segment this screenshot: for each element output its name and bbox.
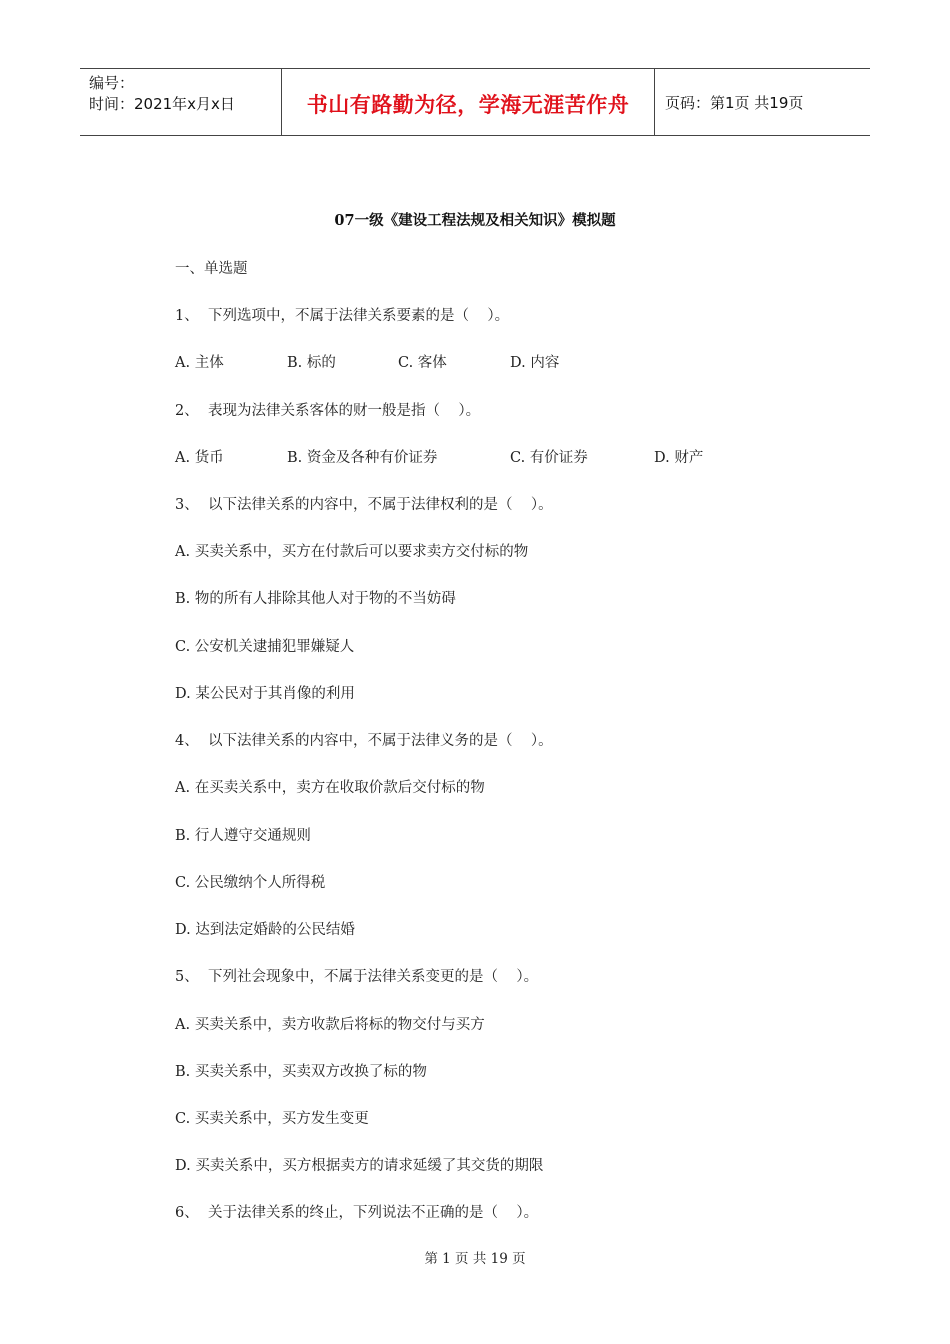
question-6-stem: 6、 关于法律关系的终止，下列说法不正确的是（ ）。 xyxy=(175,1205,539,1221)
question-2-option-a: A. 货币 xyxy=(175,450,224,466)
page-label: 页码：第1页 共19页 xyxy=(665,93,804,112)
header-meta xyxy=(80,69,281,135)
question-5-option-c: C. 买卖关系中，买方发生变更 xyxy=(175,1111,369,1127)
section-heading: 一、单选题 xyxy=(175,261,248,277)
number-label: 编号： xyxy=(89,74,135,92)
question-1-option-b: B. 标的 xyxy=(287,355,336,371)
question-5-stem: 5、 下列社会现象中，不属于法律关系变更的是（ ）。 xyxy=(175,969,539,985)
question-4-stem: 4、 以下法律关系的内容中，不属于法律义务的是（ ）。 xyxy=(175,733,553,749)
document-title: 07一级《建设工程法规及相关知识》模拟题 xyxy=(334,212,616,229)
question-4-option-c: C. 公民缴纳个人所得税 xyxy=(175,875,326,891)
question-2-option-b: B. 资金及各种有价证券 xyxy=(287,450,438,466)
time-label: 时间：2021年x月x日 xyxy=(89,95,235,113)
question-3-option-b: B. 物的所有人排除其他人对于物的不当妨碍 xyxy=(175,591,456,607)
question-5-option-b: B. 买卖关系中，买卖双方改换了标的物 xyxy=(175,1064,427,1080)
question-5-option-a: A. 买卖关系中，卖方收款后将标的物交付与买方 xyxy=(175,1017,485,1033)
header-page-cell xyxy=(655,69,870,135)
question-3-option-c: C. 公安机关逮捕犯罪嫌疑人 xyxy=(175,639,355,655)
question-1-option-c: C. 客体 xyxy=(398,355,447,371)
question-3-stem: 3、 以下法律关系的内容中，不属于法律权利的是（ ）。 xyxy=(175,497,553,513)
motto: 书山有路勤为径，学海无涯苦作舟 xyxy=(306,93,630,117)
question-1-option-d: D. 内容 xyxy=(510,355,560,371)
question-2-stem: 2、 表现为法律关系客体的财一般是指（ ）。 xyxy=(175,403,481,419)
question-1-option-a: A. 主体 xyxy=(175,355,224,371)
question-2-option-c: C. 有价证券 xyxy=(510,450,588,466)
page-header xyxy=(80,68,870,136)
question-5-option-d: D. 买卖关系中，买方根据卖方的请求延缓了其交货的期限 xyxy=(175,1158,544,1174)
question-2-option-d: D. 财产 xyxy=(654,450,704,466)
header-motto-cell xyxy=(281,69,655,135)
question-4-option-b: B. 行人遵守交通规则 xyxy=(175,828,311,844)
question-4-option-a: A. 在买卖关系中，卖方在收取价款后交付标的物 xyxy=(175,780,485,796)
question-3-option-a: A. 买卖关系中，买方在付款后可以要求卖方交付标的物 xyxy=(175,544,529,560)
question-3-option-d: D. 某公民对于其肖像的利用 xyxy=(175,686,355,702)
question-1-stem: 1、 下列选项中，不属于法律关系要素的是（ ）。 xyxy=(175,308,510,324)
question-4-option-d: D. 达到法定婚龄的公民结婚 xyxy=(175,922,355,938)
page-footer: 第 1 页 共 19 页 xyxy=(424,1251,526,1267)
